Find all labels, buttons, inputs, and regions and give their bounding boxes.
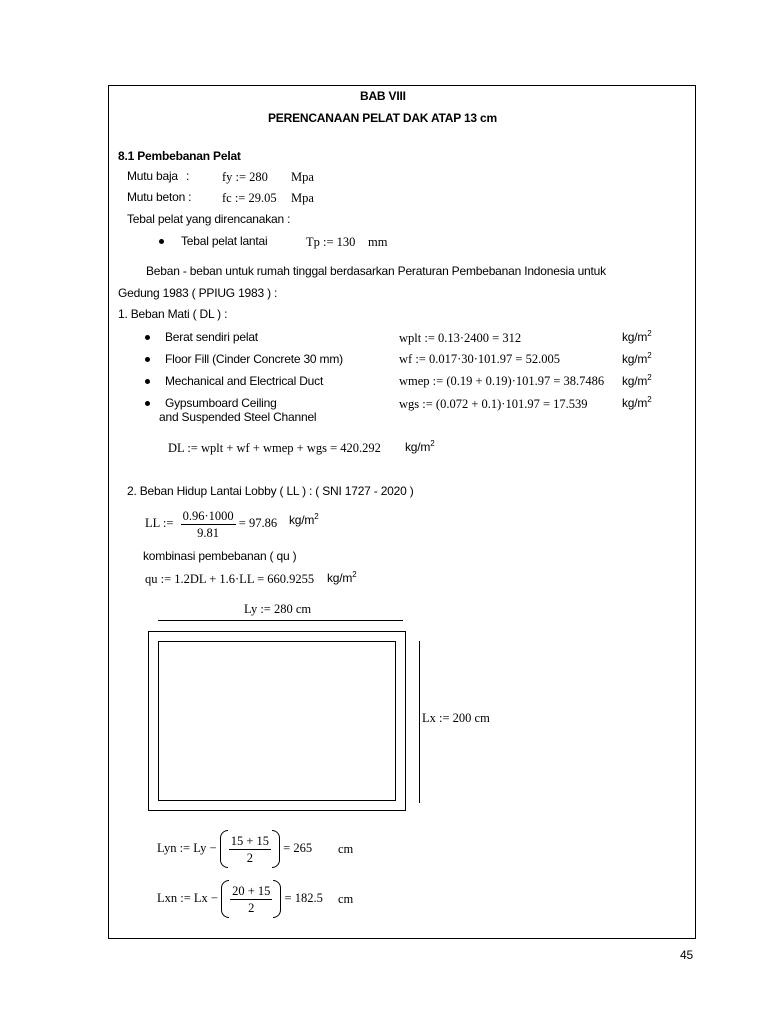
- wgs-formula: wgs := (0.072 + 0.1)·101.97 = 17.539: [399, 397, 588, 411]
- tebal-lantai-label: Tebal pelat lantai: [181, 234, 268, 248]
- tp-formula: Tp := 130: [306, 235, 356, 249]
- mutu-baja-colon: :: [186, 169, 190, 183]
- mutu-baja-label: Mutu baja: [127, 169, 178, 183]
- wmep-formula: wmep := (0.19 + 0.19)·101.97 = 38.7486: [399, 374, 605, 388]
- left-paren: [220, 830, 228, 868]
- right-paren: [272, 830, 280, 868]
- unit-label: $kg/m^2$: [622, 329, 652, 344]
- lyn-unit: cm: [338, 842, 354, 856]
- live-load-heading: 2. Beban Hidup Lantai Lobby ( LL ) : ( SNI 1727 - 2020 ): [127, 484, 414, 498]
- wf-formula: wf := 0.017·30·101.97 = 52.005: [399, 352, 560, 366]
- combination-heading: kombinasi pembebanan ( qu ): [143, 549, 297, 563]
- fc-unit: Mpa: [291, 191, 314, 205]
- lyn-fraction: $\frac{15 + 15}{2}$: [230, 833, 270, 865]
- section-heading: 8.1 Pembebanan Pelat: [118, 149, 241, 163]
- lxn-unit: cm: [338, 892, 354, 906]
- ll-fraction: $\frac{0.96\cdot 1000}{9.81}$: [182, 508, 234, 540]
- lx-dimension-line: [419, 641, 420, 803]
- unit-label: $kg/m^2$: [289, 512, 319, 527]
- dead-load-item-label: Berat sendiri pelat: [165, 330, 258, 344]
- tebal-intro: Tebal pelat yang direncanakan :: [127, 212, 291, 226]
- right-paren: [273, 880, 281, 918]
- dl-total-formula: DL := wplt + wf + wmep + wgs = 420.292: [168, 441, 381, 455]
- bullet-icon: [159, 239, 164, 244]
- left-paren: [221, 880, 229, 918]
- fc-formula: fc := 29.05: [222, 191, 277, 205]
- bullet-icon: [145, 357, 150, 362]
- unit-label: $kg/m^2$: [622, 373, 652, 388]
- dead-load-item-label: Floor Fill (Cinder Concrete 30 mm): [165, 352, 343, 366]
- tp-unit: mm: [368, 235, 388, 249]
- chapter-title: PERENCANAAN PELAT DAK ATAP 13 cm: [268, 111, 497, 125]
- mutu-beton-label: Mutu beton :: [127, 190, 192, 204]
- slab-inner-outline: [158, 641, 396, 801]
- lx-dimension-label: Lx := 200 cm: [422, 711, 490, 725]
- bullet-icon: [145, 335, 150, 340]
- ll-formula: LL := $\frac{0.96\cdot 1000}{9.81}$ = 97.86: [145, 508, 278, 540]
- unit-label: $kg/m^2$: [405, 439, 435, 454]
- dead-load-item-label-continued: and Suspended Steel Channel: [159, 410, 317, 424]
- regulation-paragraph-line1: Beban - beban untuk rumah tinggal berdasarkan Peraturan Pembebanan Indonesia untuk: [146, 264, 606, 278]
- lxn-fraction: $\frac{20 + 15}{2}$: [232, 883, 271, 915]
- lxn-formula: Lxn := Lx − $\frac{20 + 15}{2}$ = 182.5: [157, 878, 323, 918]
- bullet-icon: [145, 379, 150, 384]
- qu-formula: qu := 1.2DL + 1.6·LL = 660.9255: [145, 572, 315, 586]
- unit-label: $kg/m^2$: [622, 395, 652, 410]
- fy-formula: fy := 280: [222, 170, 268, 184]
- wplt-formula: wplt := 0.13·2400 = 312: [399, 331, 522, 345]
- lyn-formula: Lyn := Ly − $\frac{15 + 15}{2}$ = 265: [157, 828, 312, 868]
- regulation-paragraph-line2: Gedung 1983 ( PPIUG 1983 ) :: [118, 286, 278, 300]
- chapter-label: BAB VIII: [360, 89, 406, 103]
- page-number: 45: [680, 948, 693, 962]
- unit-label: $kg/m^2$: [327, 570, 357, 585]
- ly-dimension-line: [158, 620, 403, 621]
- dead-load-item-label: Mechanical and Electrical Duct: [165, 374, 324, 388]
- dead-load-heading: 1. Beban Mati ( DL ) :: [118, 307, 228, 321]
- bullet-icon: [145, 401, 150, 406]
- dead-load-item-label: Gypsumboard Ceiling: [165, 396, 277, 410]
- ly-dimension-label: Ly := 280 cm: [244, 602, 312, 616]
- unit-label: $kg/m^2$: [622, 351, 652, 366]
- fy-unit: Mpa: [291, 170, 314, 184]
